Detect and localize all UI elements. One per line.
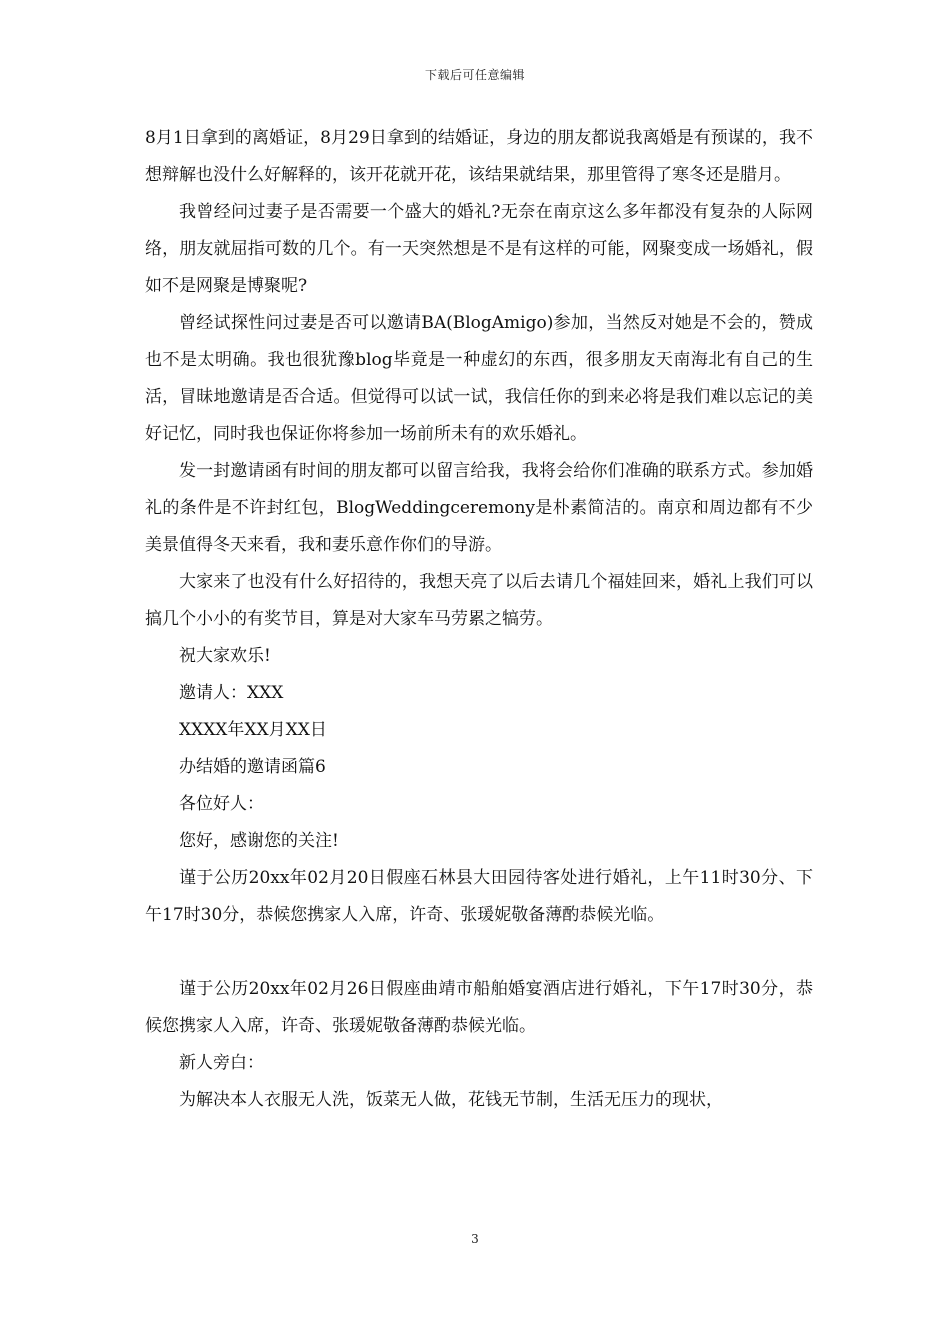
paragraph-3: 曾经试探性问过妻是否可以邀请BA(BlogAmigo)参加，当然反对她是不会的，赞成也不是太明确。我也很犹豫blog毕竟是一种虚幻的东西，很多朋友天南海北有自己的生活，冒昧地邀请是否合适。但觉得可以试一试，我信任你的到来必将是我们难以忘记的美好记忆，同时我也保证你将参加一场前所未有的欢乐婚礼。: [145, 313, 813, 444]
paragraph-wedding-2: 谨于公历20xx年02月26日假座曲靖市船舶婚宴酒店进行婚礼，下午17时30分，恭候您携家人入席，许奇、张瑗妮敬备薄酌恭候光临。: [145, 979, 813, 1036]
paragraph-1: 8月1日拿到的离婚证，8月29日拿到的结婚证，身边的朋友都说我离婚是有预谋的，我不想辩解也没什么好解释的，该开花就开花，该结果就结果，那里管得了寒冬还是腊月。: [145, 128, 813, 185]
paragraph-5: 大家来了也没有什么好招待的，我想天亮了以后去请几个福娃回来，婚礼上我们可以搞几个小小的有奖节目，算是对大家车马劳累之犒劳。: [145, 572, 813, 629]
paragraph-wedding-1: 谨于公历20xx年02月20日假座石林县大田园待客处进行婚礼，上午11时30分、下午17时30分，恭候您携家人入席，许奇、张瑗妮敬备薄酌恭候光临。: [145, 868, 813, 925]
section-title: 办结婚的邀请函篇6: [179, 757, 326, 777]
paragraph-thanks: 您好，感谢您的关注!: [179, 831, 339, 851]
page-header: 下载后可任意编辑: [424, 68, 525, 82]
paragraph-greeting: 祝大家欢乐!: [179, 646, 271, 666]
page-number: 3: [471, 1232, 479, 1246]
paragraph-aside-title: 新人旁白：: [179, 1053, 264, 1073]
paragraph-2: 我曾经问过妻子是否需要一个盛大的婚礼?无奈在南京这么多年都没有复杂的人际网络，朋友就屈指可数的几个。有一天突然想是不是有这样的可能，网聚变成一场婚礼，假如不是网聚是博聚呢?: [145, 202, 813, 296]
paragraph-4: 发一封邀请函有时间的朋友都可以留言给我，我将会给你们准确的联系方式。参加婚礼的条件是不许封红包，BlogWeddingceremony是朴素简洁的。南京和周边都有不少美景值得冬天来看，我和妻乐意作你们的导游。: [145, 461, 813, 555]
paragraph-aside-text: 为解决本人衣服无人洗，饭菜无人做，花钱无节制，生活无压力的现状，: [179, 1090, 723, 1110]
paragraph-salutation: 各位好人：: [179, 794, 264, 814]
blank-line: [145, 934, 813, 971]
document-body: [145, 120, 813, 1119]
paragraph-inviter: 邀请人：XXX: [179, 683, 284, 703]
paragraph-date: XXXX年XX月XX日: [179, 720, 327, 740]
